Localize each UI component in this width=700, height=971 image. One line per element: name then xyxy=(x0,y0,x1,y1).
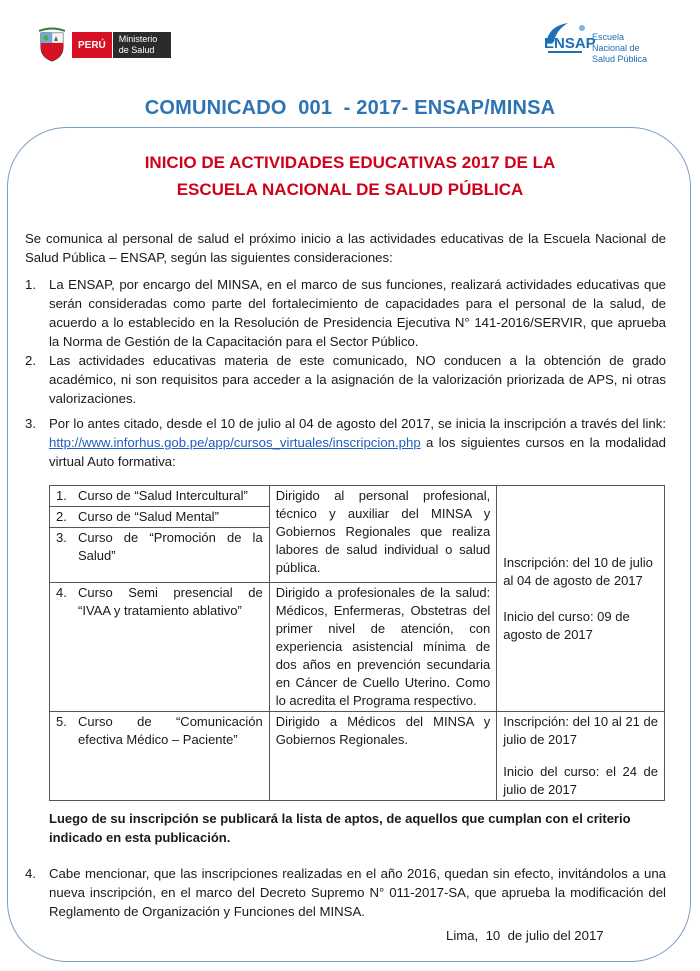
title-line-2: ESCUELA NACIONAL DE SALUD PÚBLICA xyxy=(176,180,524,199)
item-3-text-before: Por lo antes citado, desde el 10 de julio al 04 de agosto del 2017, se inicia la inscripción a través del link: xyxy=(49,416,666,431)
dates-c-start: Inicio del curso: el 24 de julio de 2017 xyxy=(503,764,658,797)
item-2-text: Las actividades educativas materia de este comunicado, NO conducen a la obtención de grado académico, ni son requisitos para acceder a la asignación de la valorización priorizada de APS, ni otras valorizaciones. xyxy=(49,353,666,406)
course-1-name: Curso de “Salud Intercultural” xyxy=(78,488,248,503)
ensap-logo-letters: ENSAP xyxy=(544,35,596,52)
ensap-full-name-text: Escuela Nacional de Salud Pública xyxy=(592,32,648,64)
comunicado-heading: COMUNICADO 001 - 2017- ENSAP/MINSA xyxy=(144,97,556,119)
audience-cell-b: Dirigido a profesionales de la salud: Médicos, Enfermeras, Obstetras del primer nivel de atención, con experiencia asistencial mínima de dos años en prevención secundaria en Cáncer de Cuello Uterino. Como lo acredita el Programa respectivo. xyxy=(269,583,497,712)
audience-cell-a: Dirigido al personal profesional, técnico y auxiliar del MINSA y Gobiernos Regionales que realiza labores de salud individual o salud pública. xyxy=(269,486,497,583)
ensap-logo-mark xyxy=(542,20,596,66)
ministry-label-text: Ministerio de Salud xyxy=(118,34,158,55)
dates-cell-c xyxy=(497,712,665,801)
course-cell-2 xyxy=(50,507,270,528)
aptos-note: Luego de su inscripción se publicará la lista de aptos, de aquellos que cumplan con el criterio indicado en esta publicación. xyxy=(49,811,631,845)
title-line-1: INICIO DE ACTIVIDADES EDUCATIVAS 2017 DE LA xyxy=(144,153,556,172)
table-row xyxy=(50,486,665,507)
item-1-number: 1. xyxy=(25,277,36,292)
course-3-number: 3. xyxy=(56,530,67,545)
course-4-number: 4. xyxy=(56,585,67,600)
course-3-name: Curso de “Promoción de la Salud” xyxy=(78,530,263,563)
item-3-number: 3. xyxy=(25,416,36,431)
course-cell-5 xyxy=(50,712,270,801)
courses-table xyxy=(49,485,665,801)
course-cell-1 xyxy=(50,486,270,507)
signoff-date: Lima, 10 de julio del 2017 xyxy=(446,928,604,943)
course-2-number: 2. xyxy=(56,509,67,524)
course-cell-4 xyxy=(50,583,270,712)
course-cell-3 xyxy=(50,528,270,583)
course-4-name: Curso Semi presencial de “IVAA y tratamiento ablativo” xyxy=(78,585,263,618)
course-5-number: 5. xyxy=(56,714,67,729)
item-1-text: La ENSAP, por encargo del MINSA, en el marco de sus funciones, realizará actividades educativas que serán consideradas como parte del fortalecimiento de capacidades para el personal de la salud, de acuerdo a lo establecido en la Resolución de Presidencia Ejecutiva N° 141-2016/SERVIR, que aprueba la Norma de Gestión de la Capacitación para el Sector Público. xyxy=(49,277,666,349)
ensap-logo xyxy=(542,18,672,68)
ensap-full-name xyxy=(592,32,656,65)
course-1-number: 1. xyxy=(56,488,67,503)
inscription-link[interactable]: http://www.inforhus.gob.pe/app/cursos_virtuales/inscripcion.php xyxy=(49,435,421,450)
minsa-logo xyxy=(38,27,171,63)
course-5-name: Curso de “Comunicación efectiva Médico – Paciente” xyxy=(78,714,263,747)
item-3-text xyxy=(49,414,666,471)
ministry-label xyxy=(112,32,171,58)
audience-cell-c: Dirigido a Médicos del MINSA y Gobiernos Regionales. xyxy=(269,712,497,801)
dates-cell-a xyxy=(497,486,665,712)
item-3-text-after: a los siguientes cursos en la modalidad virtual Auto formativa: xyxy=(49,435,666,469)
peru-label: PERÚ xyxy=(72,32,112,58)
intro-paragraph: Se comunica al personal de salud el próximo inicio a las actividades educativas de la Escuela Nacional de Salud Pública – ENSAP, según las siguientes consideraciones: xyxy=(25,231,666,265)
dates-a-start: Inicio del curso: 09 de agosto de 2017 xyxy=(503,608,630,642)
item-2-number: 2. xyxy=(25,353,36,368)
dates-a-registration: Inscripción: del 10 de julio al 04 de agosto de 2017 xyxy=(503,554,653,588)
table-row xyxy=(50,712,665,801)
dates-c-registration: Inscripción: del 10 al 21 de julio de 2017 xyxy=(503,714,658,747)
page-header xyxy=(0,0,700,80)
item-4-text: Cabe mencionar, que las inscripciones realizadas en el año 2016, quedan sin efecto, invitándolos a una nueva inscripción, en el marco del Decreto Supremo N° 011-2017-SA, que aprueba la modificación del Reglamento de Organización y Funciones del MINSA. xyxy=(49,866,666,919)
item-4-number: 4. xyxy=(25,866,36,881)
peru-coat-of-arms-icon xyxy=(38,27,66,63)
course-2-name: Curso de “Salud Mental” xyxy=(78,509,219,524)
